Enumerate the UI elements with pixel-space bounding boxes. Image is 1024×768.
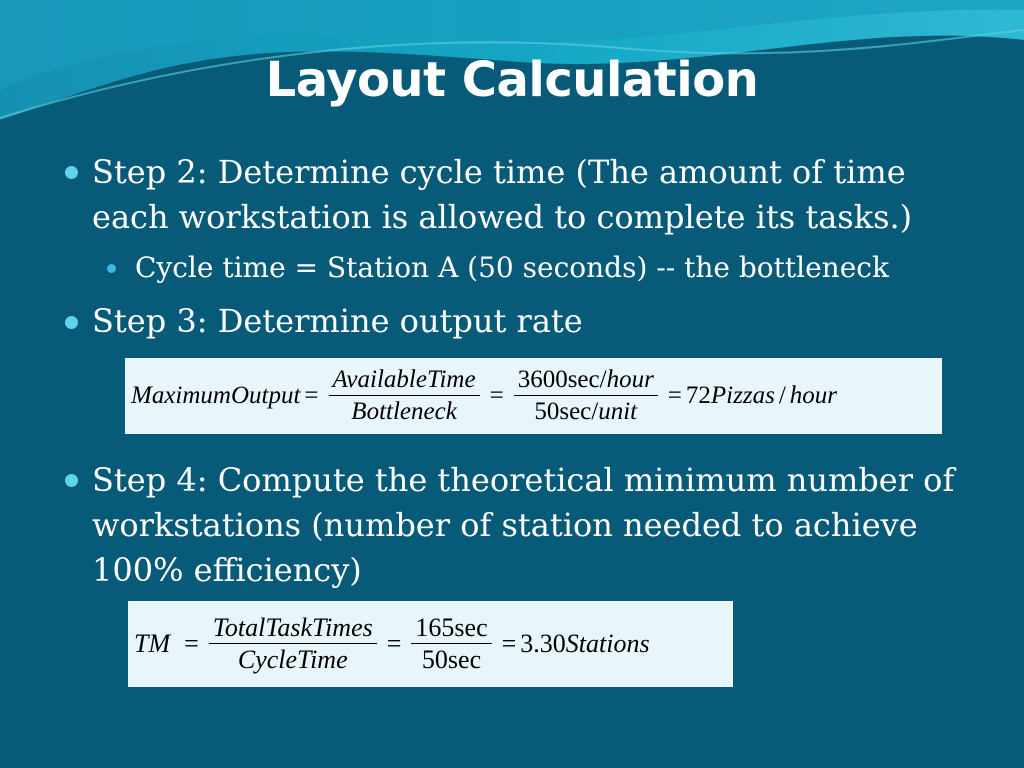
- result-per: hour: [789, 382, 837, 409]
- equals-sign: =: [501, 629, 517, 658]
- denominator-unit: unit: [598, 397, 638, 425]
- result-value: 72: [685, 382, 711, 409]
- formula-theoretical-minimum: [128, 601, 733, 687]
- bullet-step-3: Step 3: Determine output rate: [92, 302, 583, 340]
- fraction-numerator: [514, 365, 658, 396]
- fraction-denominator: [530, 396, 641, 428]
- bullet-step-2: Step 2: Determine cycle time (The amount of time each workstation is allowed to complete its tasks.): [92, 153, 913, 236]
- bullet-dot-icon: [65, 166, 78, 179]
- bullet-dot-icon: [65, 316, 78, 329]
- equals-sign: =: [184, 629, 199, 658]
- equals-sign: =: [304, 382, 319, 409]
- sub-bullet-dot-icon: [107, 264, 116, 273]
- sub-bullet-cycle-time: Cycle time = Station A (50 seconds) -- the bottleneck: [135, 251, 889, 284]
- result-slash: /: [778, 382, 786, 409]
- fraction-denominator: 50sec: [421, 644, 482, 674]
- bullet-dot-icon: [65, 474, 78, 487]
- fraction-values: [411, 613, 491, 676]
- formula-lhs: TM: [134, 629, 171, 658]
- result-value: 3.30: [520, 629, 566, 658]
- fraction-task-times: [209, 613, 377, 676]
- fraction-available-time: [329, 365, 480, 428]
- equals-sign: =: [667, 382, 682, 409]
- denominator-value: 50sec/: [534, 397, 599, 425]
- fraction-numerator: TotalTaskTimes: [209, 613, 377, 644]
- page-title: Layout Calculation: [265, 52, 759, 108]
- bullet-step-4: Step 4: Compute the theoretical minimum number of workstations (number of station needed to achieve 100% efficiency): [92, 461, 955, 589]
- formula-lhs: MaximumOutput: [131, 382, 301, 409]
- fraction-values: [514, 365, 658, 428]
- equals-sign: =: [489, 382, 504, 409]
- fraction-numerator: AvailableTime: [329, 365, 480, 396]
- equals-sign: =: [386, 629, 402, 658]
- fraction-numerator: 165sec: [411, 613, 491, 644]
- result-unit: Pizzas: [710, 382, 775, 409]
- numerator-value: 3600sec/: [517, 365, 607, 393]
- fraction-denominator: Bottleneck: [351, 397, 457, 425]
- fraction-denominator: CycleTime: [237, 644, 348, 674]
- numerator-unit: hour: [606, 365, 654, 393]
- result-unit: Stations: [565, 629, 650, 658]
- formula-output-rate: [125, 358, 942, 434]
